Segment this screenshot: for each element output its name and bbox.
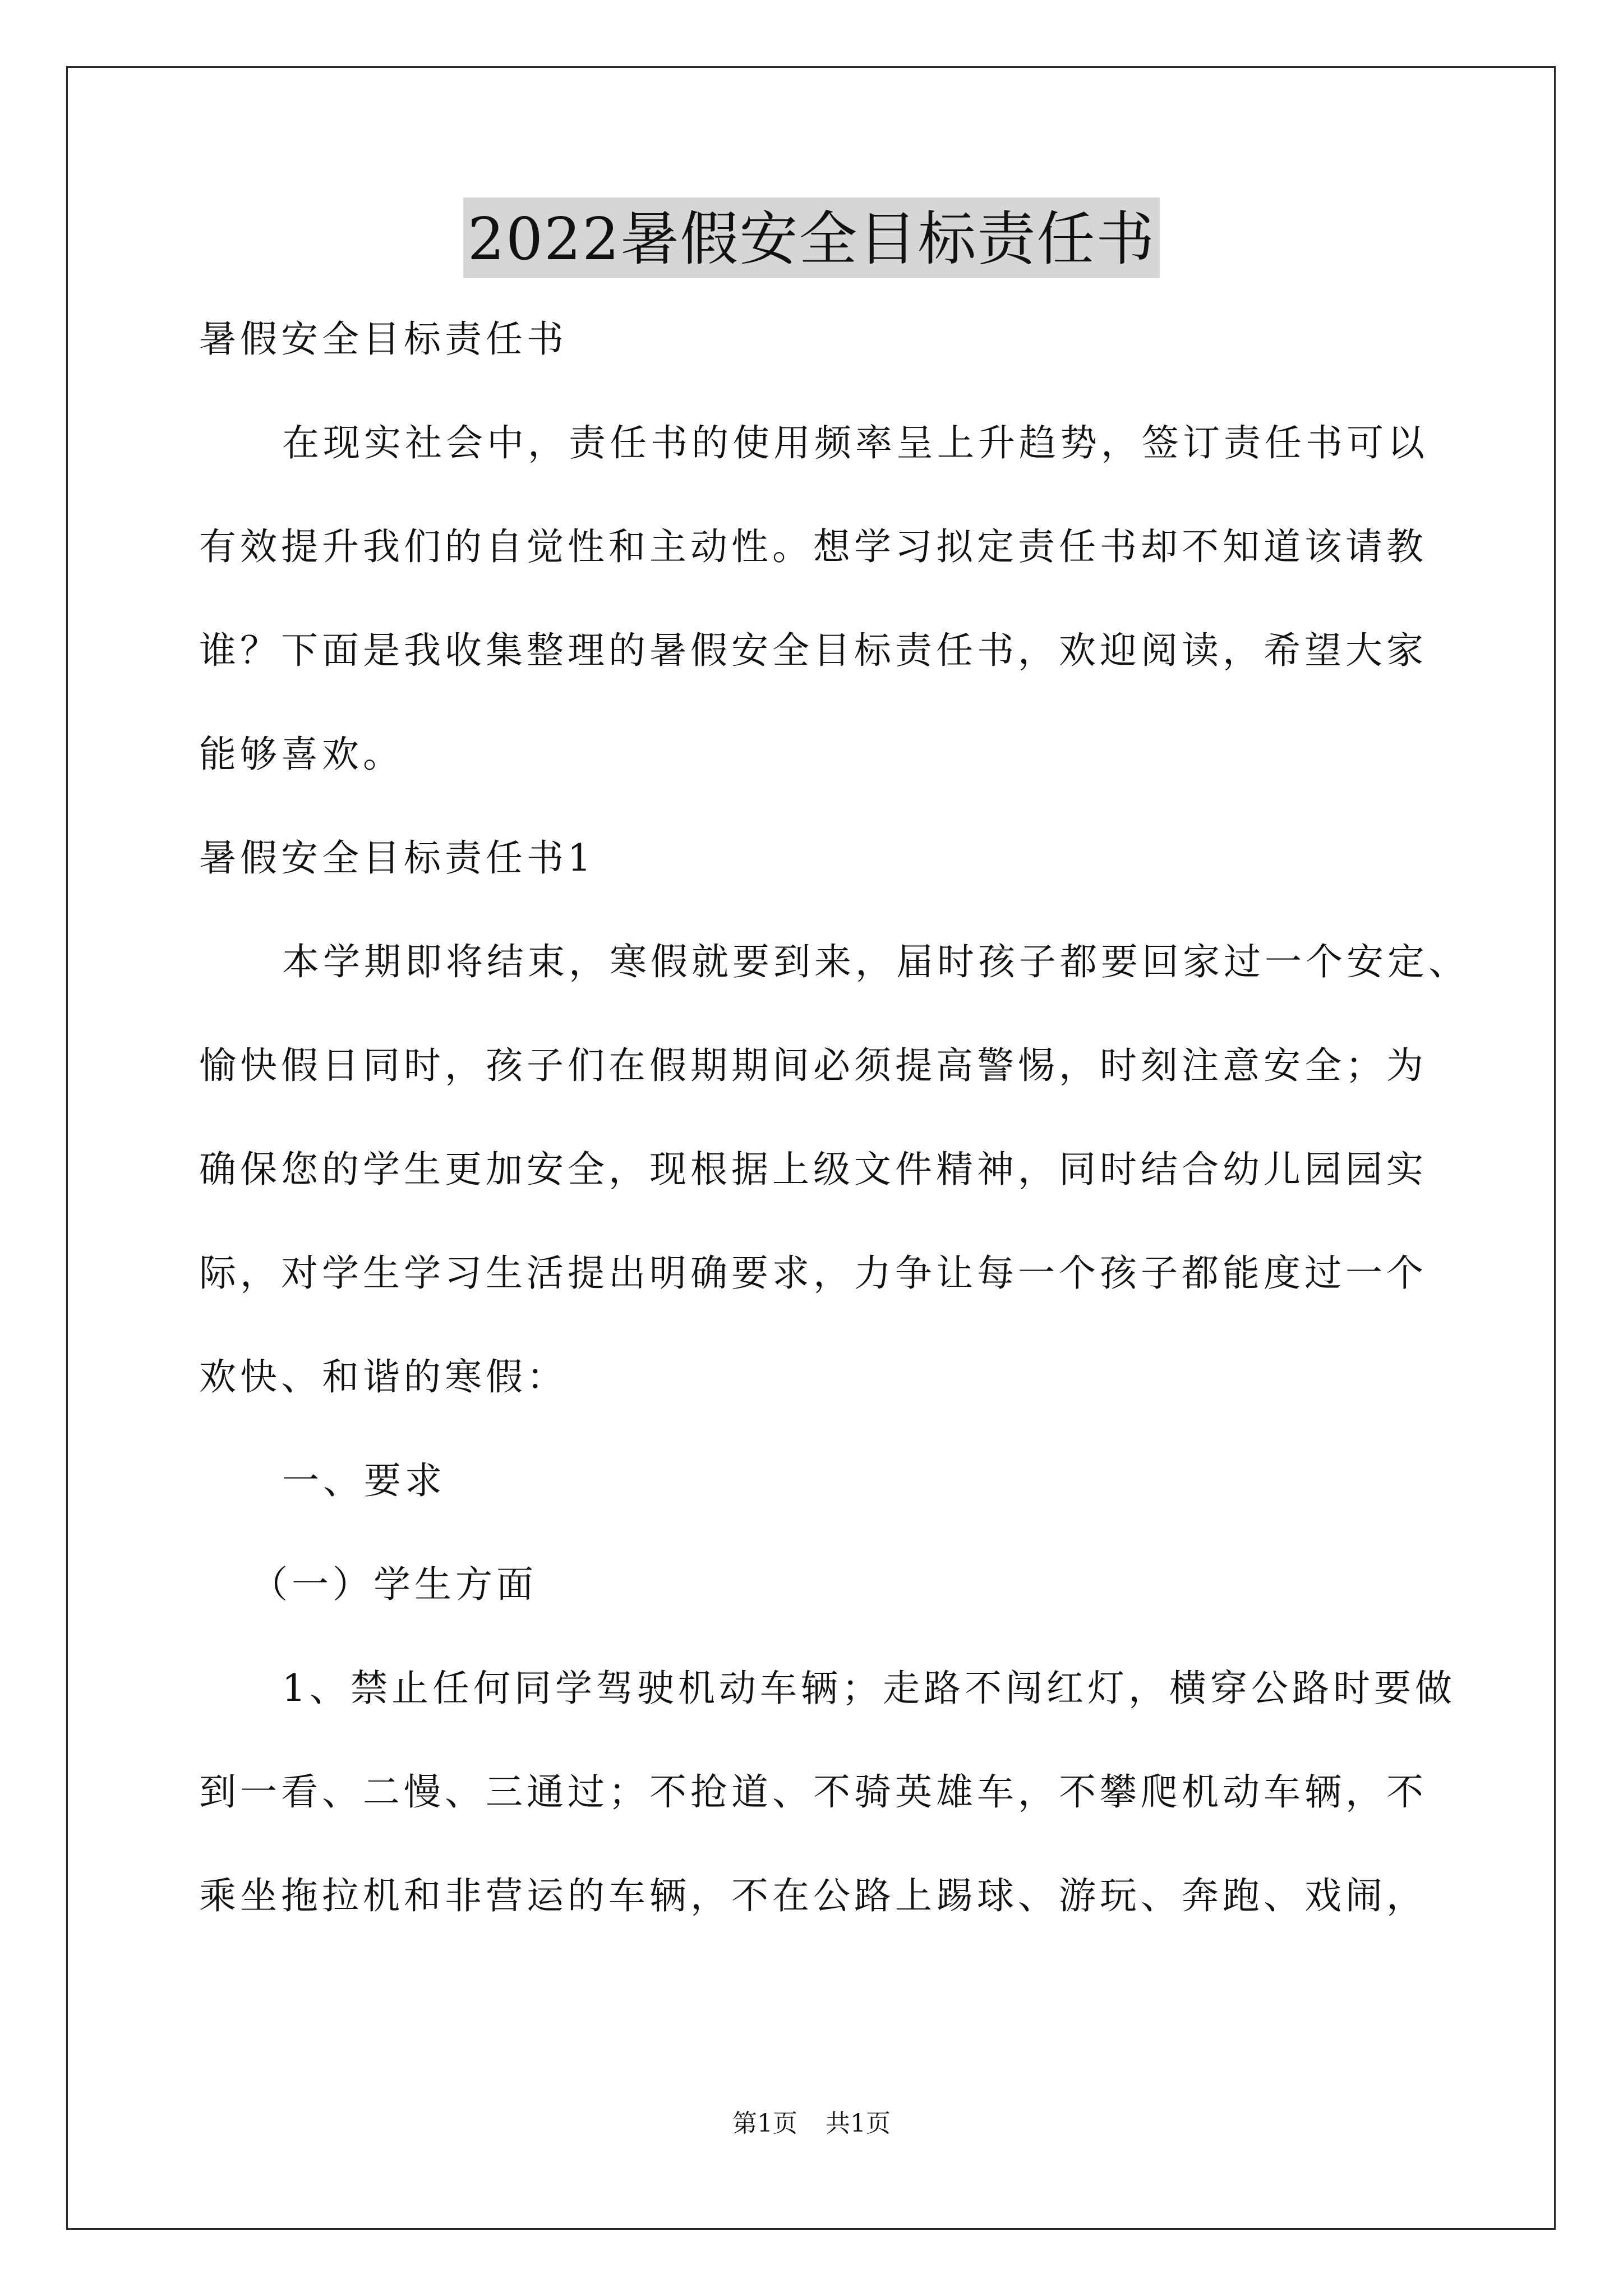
- page-number: 第1页: [732, 2109, 797, 2138]
- paragraph-line: 能够喜欢。: [199, 733, 404, 776]
- paragraph-line: 1、禁止任何同学驾驶机动车辆；走路不闯红灯，横穿公路时要做: [282, 1667, 1456, 1710]
- title-wrap: [0, 197, 1623, 278]
- paragraph-line: 有效提升我们的自觉性和主动性。想学习拟定责任书却不知道该请教: [199, 525, 1427, 568]
- subtitle-line: 暑假安全目标责任书: [199, 318, 568, 361]
- paragraph-line: 际，对学生学习生活提出明确要求，力争让每一个孩子都能度过一个: [199, 1251, 1427, 1295]
- paragraph-line: 确保您的学生更加安全，现根据上级文件精神，同时结合幼儿园园实: [199, 1148, 1427, 1191]
- page-total: 共1页: [826, 2109, 891, 2138]
- paragraph-line: 到一看、二慢、三通过；不抢道、不骑英雄车，不攀爬机动车辆，不: [199, 1770, 1427, 1814]
- document-title: 2022暑假安全目标责任书: [463, 197, 1160, 278]
- paragraph-line: 乘坐拖拉机和非营运的车辆，不在公路上踢球、游玩、奔跑、戏闹，: [199, 1874, 1427, 1917]
- list-heading: 一、要求: [282, 1459, 446, 1502]
- paragraph-line: 愉快假日同时，孩子们在假期期间必须提高警惕，时刻注意安全；为: [199, 1044, 1427, 1087]
- page-footer: [0, 2107, 1623, 2141]
- section-heading: 暑假安全目标责任书1: [199, 836, 595, 880]
- list-subheading: （一）学生方面: [251, 1563, 537, 1606]
- paragraph-line: 欢快、和谐的寒假：: [199, 1355, 568, 1398]
- paragraph-line: 谁？下面是我收集整理的暑假安全目标责任书，欢迎阅读，希望大家: [199, 629, 1427, 672]
- paragraph-line: 本学期即将结束，寒假就要到来，届时孩子都要回家过一个安定、: [282, 940, 1469, 983]
- paragraph-line: 在现实社会中，责任书的使用频率呈上升趋势，签订责任书可以: [282, 421, 1428, 464]
